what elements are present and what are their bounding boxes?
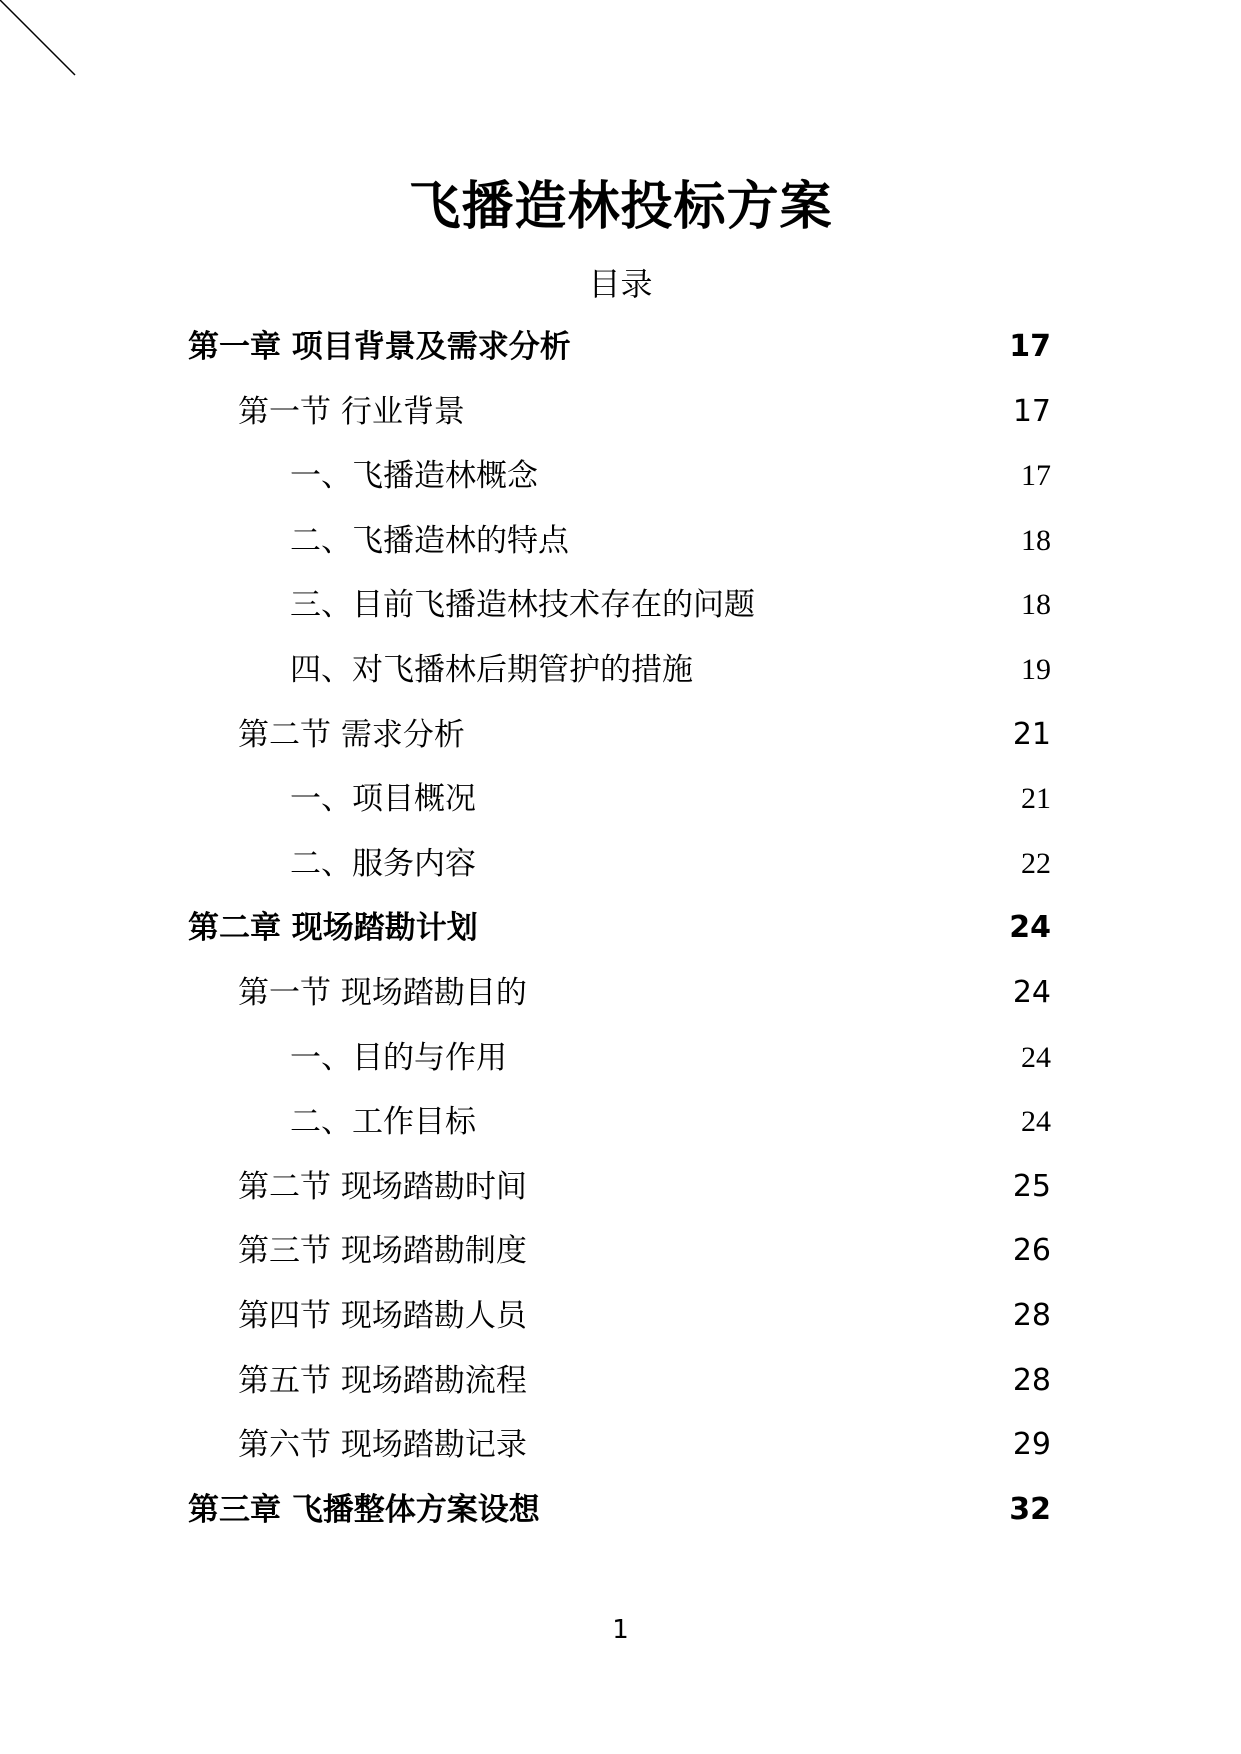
toc-entry-page: 22 bbox=[1021, 847, 1051, 880]
toc-entry[interactable] bbox=[0, 774, 1241, 824]
toc-entry-label: 一、目的与作用 bbox=[290, 1040, 507, 1076]
document-title: 飞播造林投标方案 bbox=[408, 177, 833, 237]
toc-entry[interactable] bbox=[0, 580, 1241, 630]
toc-entry[interactable] bbox=[0, 451, 1241, 501]
toc-entry-page: 24 bbox=[1021, 1041, 1051, 1074]
toc-entry-label: 第二节 需求分析 bbox=[238, 717, 465, 753]
toc-entry[interactable] bbox=[0, 968, 1241, 1018]
toc-entry[interactable] bbox=[0, 1291, 1241, 1341]
toc-entry[interactable] bbox=[0, 1033, 1241, 1083]
toc-entry-label: 第一章 项目背景及需求分析 bbox=[188, 329, 571, 365]
toc-entry-label: 一、项目概况 bbox=[290, 781, 476, 817]
toc-entry-page: 17 bbox=[1009, 329, 1051, 364]
toc-entry-label: 第三节 现场踏勘制度 bbox=[238, 1233, 527, 1269]
page-number: 1 bbox=[612, 1615, 629, 1645]
toc-entry-label: 第一节 现场踏勘目的 bbox=[238, 975, 527, 1011]
toc-entry-page: 24 bbox=[1009, 910, 1051, 945]
toc-entry-label: 二、工作目标 bbox=[290, 1104, 476, 1140]
toc-entry-page: 25 bbox=[1012, 1169, 1051, 1204]
toc-entry[interactable] bbox=[0, 322, 1241, 372]
toc-entry-page: 24 bbox=[1021, 1105, 1051, 1138]
toc-entry-label: 一、飞播造林概念 bbox=[290, 458, 538, 494]
toc-entry[interactable] bbox=[0, 645, 1241, 695]
toc-entry-page: 18 bbox=[1021, 588, 1051, 621]
toc-entry-label: 第一节 行业背景 bbox=[238, 394, 465, 430]
toc-entry-label: 二、飞播造林的特点 bbox=[290, 523, 569, 559]
toc-entry[interactable] bbox=[0, 1226, 1241, 1276]
toc-entry-page: 29 bbox=[1012, 1427, 1051, 1462]
toc-entry[interactable] bbox=[0, 839, 1241, 889]
toc-entry[interactable] bbox=[0, 1420, 1241, 1470]
toc-entry[interactable] bbox=[0, 903, 1241, 953]
toc-entry[interactable] bbox=[0, 1162, 1241, 1212]
toc-entry-label: 四、对飞播林后期管护的措施 bbox=[290, 652, 693, 688]
toc-entry-label: 第二章 现场踏勘计划 bbox=[188, 910, 478, 946]
toc-entry-label: 第三章 飞播整体方案设想 bbox=[188, 1492, 540, 1528]
toc-entry-label: 第四节 现场踏勘人员 bbox=[238, 1298, 527, 1334]
toc-entry[interactable] bbox=[0, 1485, 1241, 1535]
toc-heading: 目录 bbox=[588, 265, 653, 303]
corner-crop-mark bbox=[0, 0, 80, 80]
toc-entry[interactable] bbox=[0, 387, 1241, 437]
toc-entry[interactable] bbox=[0, 1356, 1241, 1406]
toc-entry-page: 17 bbox=[1021, 459, 1051, 492]
toc-entry[interactable] bbox=[0, 710, 1241, 760]
toc-entry-page: 28 bbox=[1012, 1298, 1051, 1333]
toc-entry-page: 32 bbox=[1009, 1492, 1051, 1527]
toc-entry-label: 第五节 现场踏勘流程 bbox=[238, 1363, 527, 1399]
toc-entry-page: 19 bbox=[1021, 653, 1051, 686]
toc-entry-page: 21 bbox=[1021, 782, 1051, 815]
toc-entry-page: 17 bbox=[1012, 394, 1051, 429]
toc-entry-label: 第二节 现场踏勘时间 bbox=[238, 1169, 527, 1205]
toc-entry[interactable] bbox=[0, 516, 1241, 566]
toc-entry-page: 28 bbox=[1012, 1363, 1051, 1398]
toc-entry-page: 21 bbox=[1012, 717, 1051, 752]
toc-entry-page: 24 bbox=[1012, 975, 1051, 1010]
toc-entry-page: 18 bbox=[1021, 524, 1051, 557]
toc-entry-label: 二、服务内容 bbox=[290, 846, 476, 882]
toc-entry[interactable] bbox=[0, 1097, 1241, 1147]
toc-entry-label: 第六节 现场踏勘记录 bbox=[238, 1427, 527, 1463]
toc-entry-label: 三、目前飞播造林技术存在的问题 bbox=[290, 587, 755, 623]
toc-entry-page: 26 bbox=[1012, 1233, 1051, 1268]
